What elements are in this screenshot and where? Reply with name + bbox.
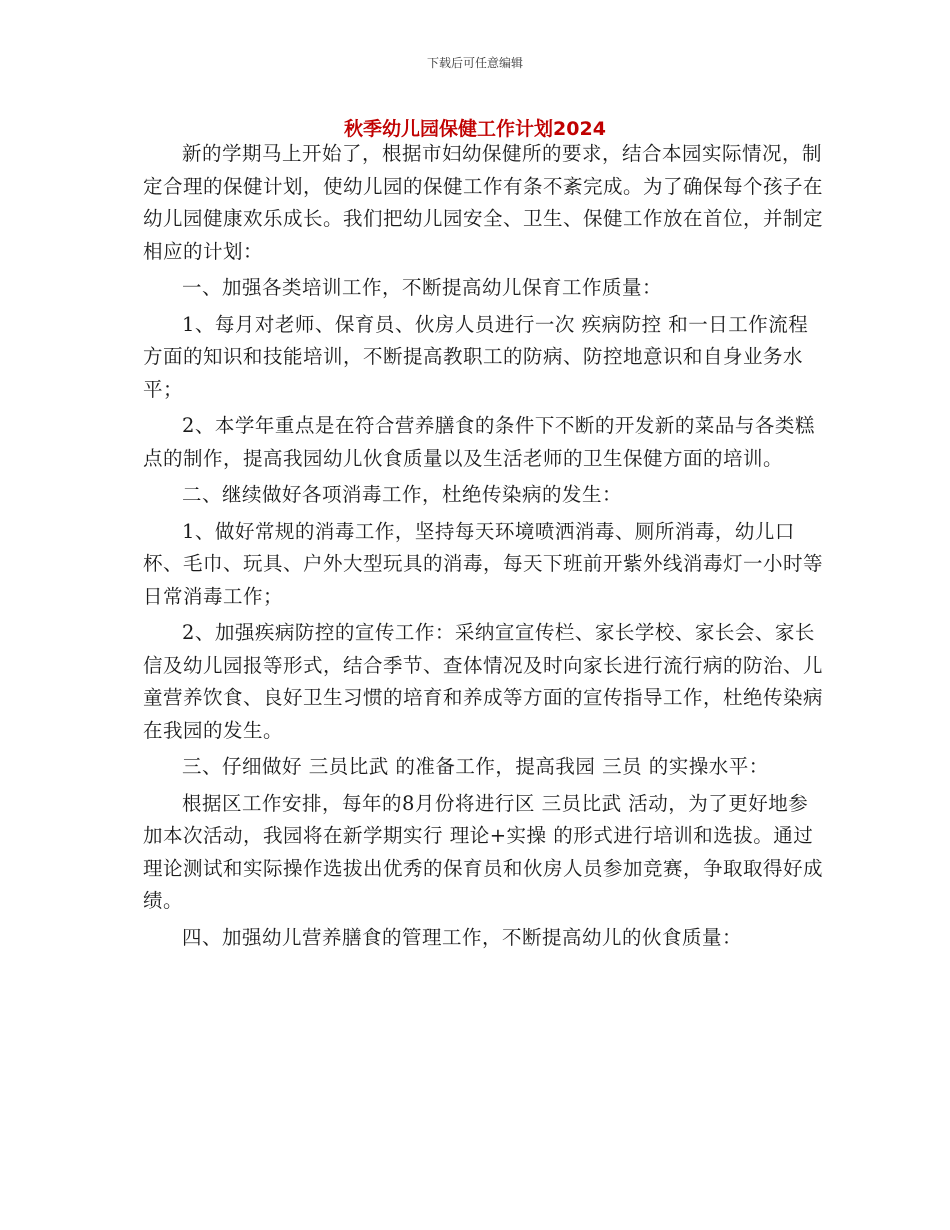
section-heading-3: 三、仔细做好 三员比武 的准备工作，提高我园 三员 的实操水平： xyxy=(182,755,769,778)
paragraph-3-1: 根据区工作安排，每年的8月份将进行区 三员比武 活动，为了更好地参加本次活动，我园将在新学期实行 理论+实操 的形式进行培训和选拔。通过理论测试和实际操作选拔出优秀的保育员和伙房人员参加竞赛，争取取得好成绩。 xyxy=(143,791,824,912)
document-body xyxy=(143,138,823,954)
intro-paragraph: 新的学期马上开始了，根据市妇幼保健所的要求，结合本园实际情况，制定合理的保健计划，使幼儿园的保健工作有条不紊完成。为了确保每个孩子在幼儿园健康欢乐成长。我们把幼儿园安全、卫生、保健工作放在首位，并制定相应的计划： xyxy=(143,142,824,263)
paragraph-1-1: 1、每月对老师、保育员、伙房人员进行一次 疾病防控 和一日工作流程方面的知识和技能培训，不断提高教职工的防病、防控地意识和自身业务水平； xyxy=(143,312,809,401)
paragraph-1-2: 2、本学年重点是在符合营养膳食的条件下不断的开发新的菜品与各类糕点的制作，提高我园幼儿伙食质量以及生活老师的卫生保健方面的培训。 xyxy=(143,414,815,470)
section-heading-2: 二、继续做好各项消毒工作，杜绝传染病的发生： xyxy=(182,483,623,506)
document-title: 秋季幼儿园保健工作计划2024 xyxy=(344,118,606,140)
section-heading-1: 一、加强各类培训工作，不断提高幼儿保育工作质量： xyxy=(182,276,663,299)
paragraph-2-2: 2、加强疾病防控的宣传工作：采纳宣宣传栏、家长学校、家长会、家长信及幼儿园报等形式，结合季节、查体情况及时向家长进行流行病的防治、儿童营养饮食、良好卫生习惯的培育和养成等方面的宣传指导工作，杜绝传染病在我园的发生。 xyxy=(143,621,824,742)
header-note: 下载后可任意编辑 xyxy=(426,56,523,70)
section-heading-4: 四、加强幼儿营养膳食的管理工作，不断提高幼儿的伙食质量： xyxy=(182,925,743,949)
paragraph-2-1: 1、做好常规的消毒工作，坚持每天环境喷洒消毒、厕所消毒，幼儿口杯、毛巾、玩具、户外大型玩具的消毒，每天下班前开紫外线消毒灯一小时等日常消毒工作； xyxy=(143,519,824,608)
